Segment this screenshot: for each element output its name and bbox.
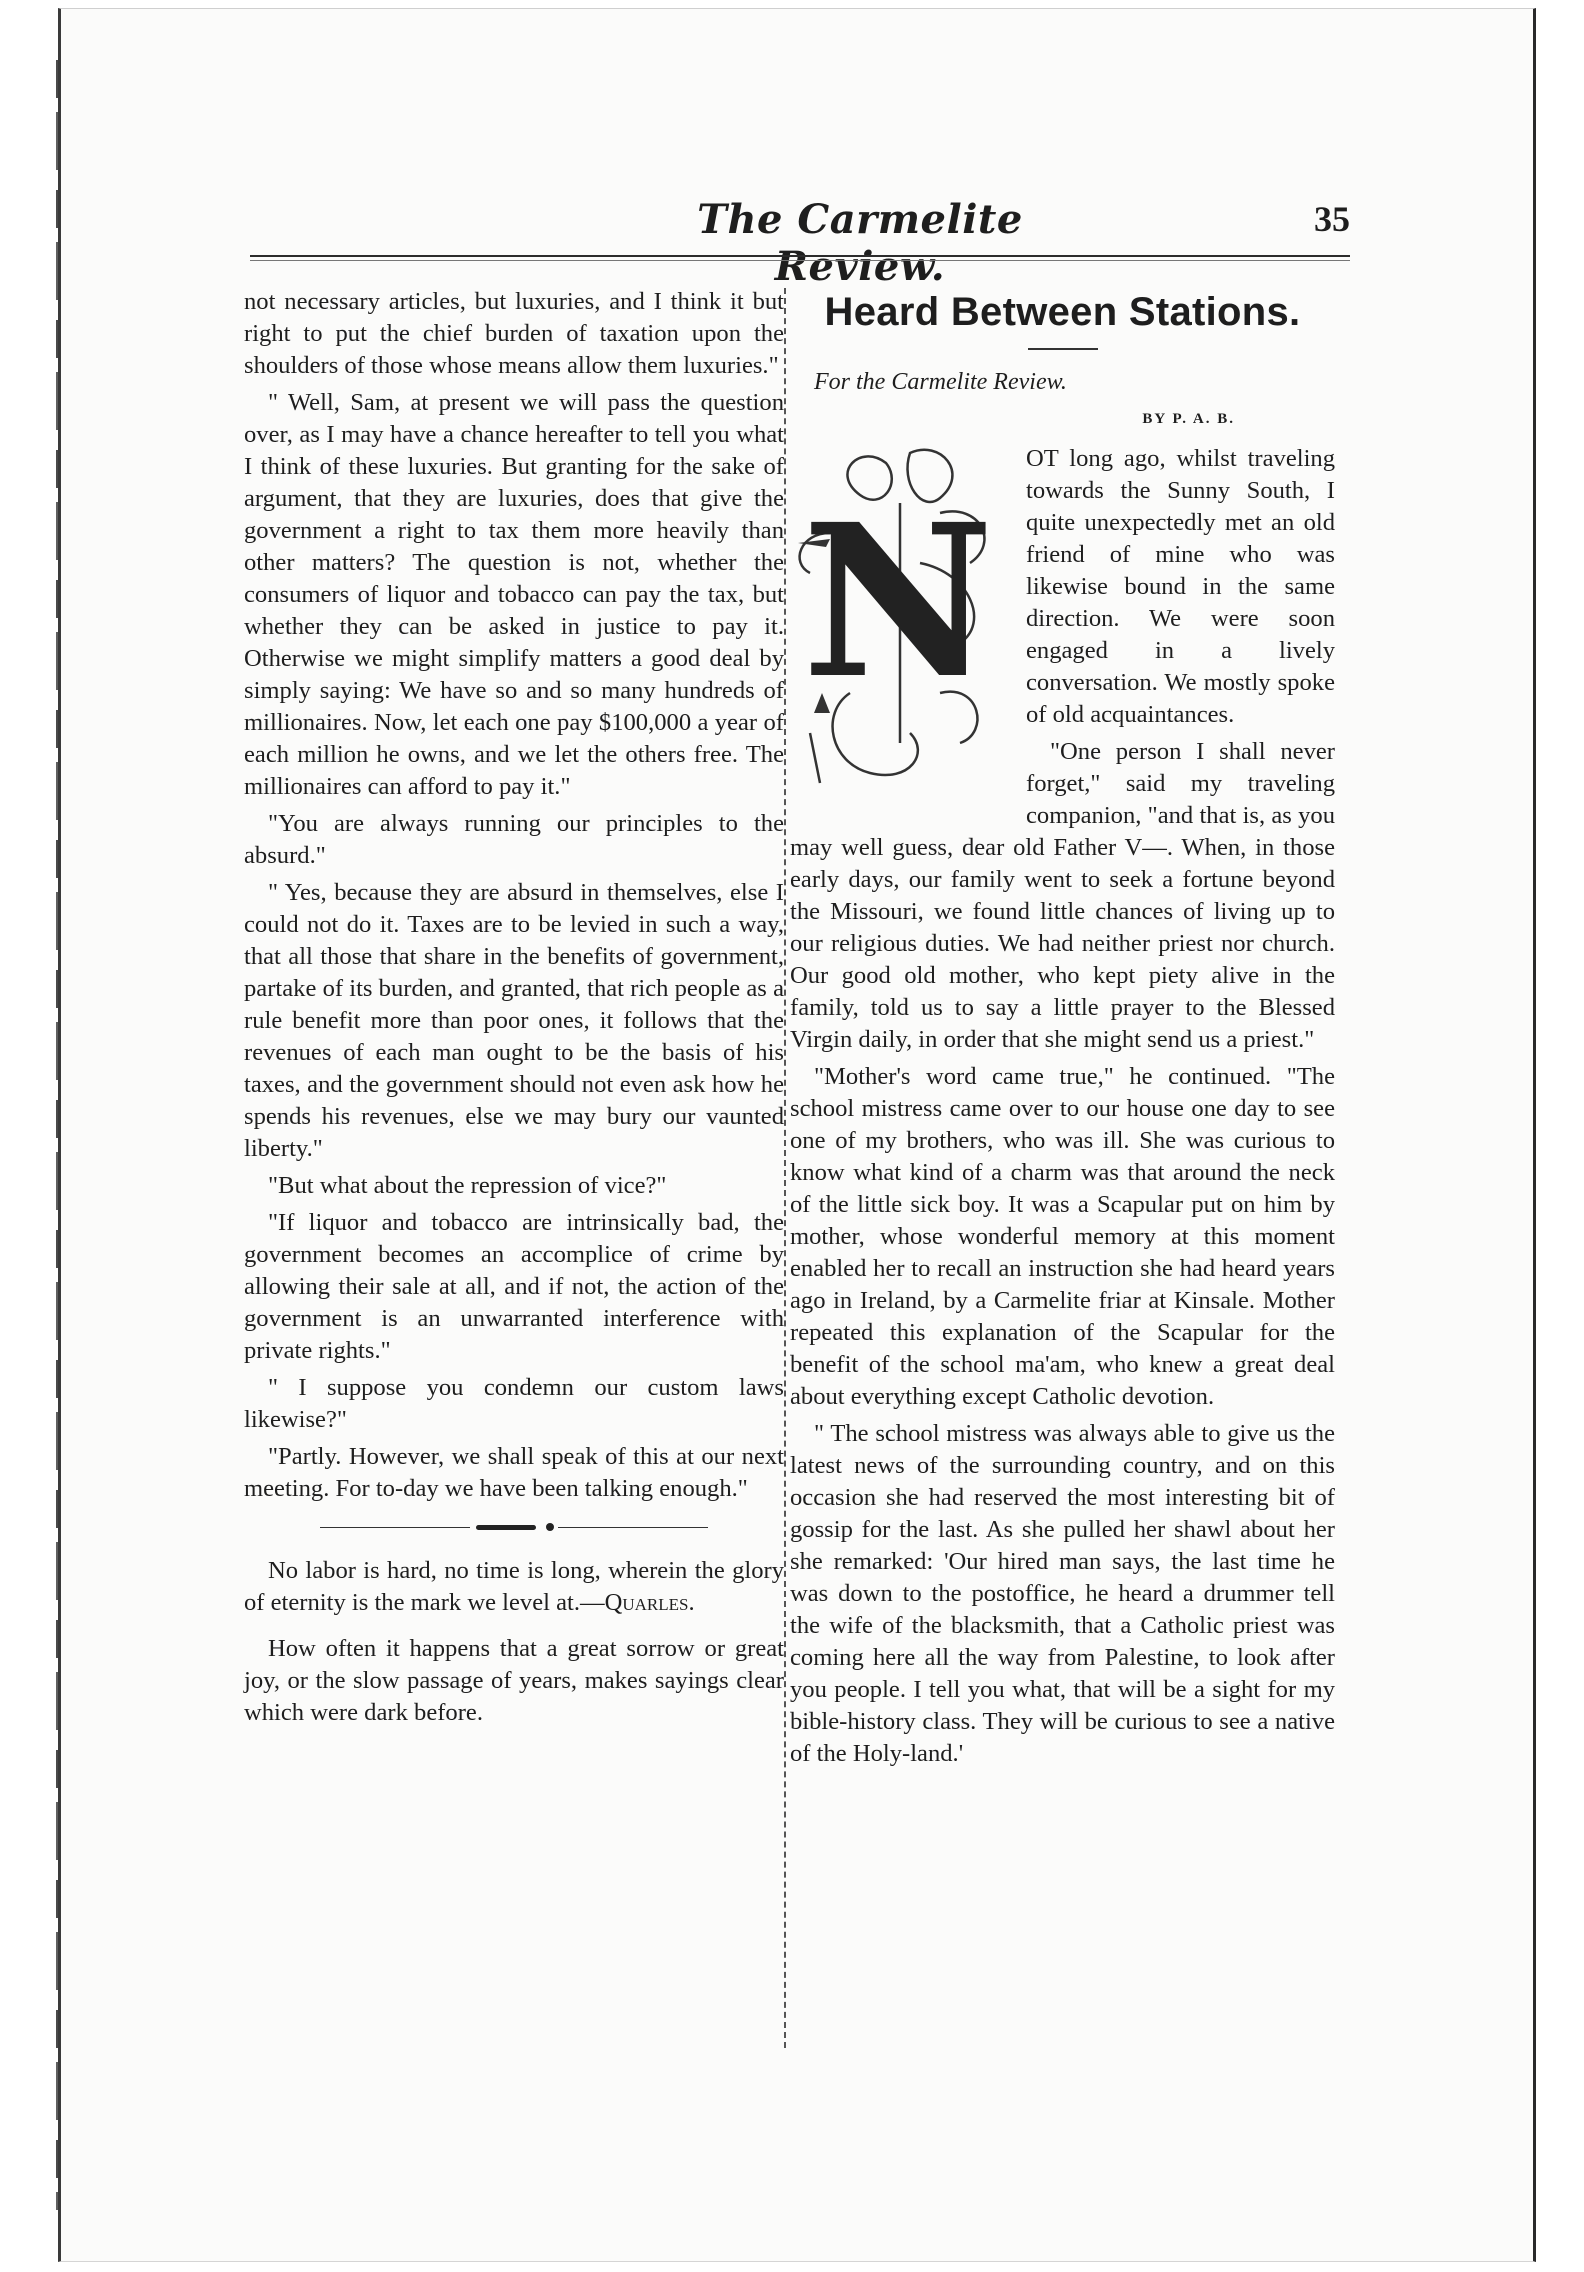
left-column: [244, 286, 784, 1734]
dropcap-ornament: [790, 443, 1018, 799]
left-paragraph-5: "But what about the repression of vice?": [268, 1172, 667, 1199]
left-paragraph-1: not necessary articles, but luxuries, and I think it but right to put the chief burden of taxation upon the shoulders of those whose means allow them luxuries.": [244, 288, 784, 379]
quote-quarles: No labor is hard, no time is long, wherein the glory of eternity is the mark we level at.—Quarles.: [244, 1557, 784, 1616]
byline: BY P. A. B.: [1142, 411, 1235, 427]
left-paragraph-4: " Yes, because they are absurd in themselves, else I could not do it. Taxes are to be levied in such a way, that all those that share in the benefits of government, partake of its burden, and granted, that rich people as a rule benefit more than poor ones, it follows that the revenues of each man ought to be the basis of his taxes, and the government should not even ask how he spends his revenues, else we may bury our vaunted liberty.": [244, 879, 784, 1162]
right-column: [790, 286, 1335, 1775]
right-paragraph-4: " The school mistress was always able to give us the latest news of the surrounding country, and on this occasion she had reserved the most interesting bit of gossip for the last. As she pulled her shawl about her she remarked: 'Our hired man says, the last time he was down to the postoffice, he heard a drummer tell the wife of the blacksmith, that a Catholic priest was coming here all the way from Palestine, to look after you people. I tell you what, that will be a sight for my bible-history class. They will be curious to see a native of the Holy-land.': [790, 1420, 1335, 1767]
left-paragraph-8: "Partly. However, we shall speak of this at our next meeting. For to-day we have been talking enough.": [244, 1443, 784, 1502]
quote-quarles-author: —Quarles.: [580, 1589, 695, 1616]
right-paragraph-1: OT long ago, whilst traveling towards the Sunny South, I quite unexpectedly met an old friend of mine who was likewise bound in the same direction. We were soon engaged in a lively conversation. We mostly spoke of old acquaintances.: [1026, 445, 1335, 728]
running-header: [250, 196, 1350, 290]
for-line: For the Carmelite Review.: [814, 369, 1067, 395]
quote-sorrow: How often it happens that a great sorrow or great joy, or the slow passage of years, makes sayings clear which were dark before.: [244, 1635, 784, 1726]
dropcap-letter: N: [802, 478, 994, 725]
left-paragraph-2: " Well, Sam, at present we will pass the question over, as I may have a chance hereafter to tell you what I think of these luxuries. But granting for the sake of argument, that they are luxuries, does that give the government a right to tax them more heavily than other matters? The question is not, whether the consumers of liquor and tobacco can pay the tax, but whether they can be asked in justice to pay it. Otherwise we might simplify matters a good deal by simply saying: We have so and so many hundreds of millionaires. Now, let each one pay $100,000 a year of each million he owns, and we let the others free. The millionaires can afford to pay it.": [244, 389, 784, 800]
right-paragraph-3: "Mother's word came true," he continued. "The school mistress came over to our house one day to see one of my brothers, who was ill. She was curious to know what kind of a charm was that around the neck of the little sick boy. It was a Scapular put on him by mother, whose wonderful memory at this moment enabled her to recall an instruction she had heard years ago in Ireland, by a Carmelite friar at Kinsale. Mother repeated this explanation of the Scapular for the benefit of the school ma'am, who knew a great deal about everything except Catholic devotion.: [790, 1063, 1335, 1410]
running-title: The Carmelite Review.: [697, 196, 1023, 290]
title-rule: [1028, 348, 1098, 350]
left-paragraph-7: " I suppose you condemn our custom laws likewise?": [244, 1374, 784, 1433]
left-paragraph-3: "You are always running our principles to the absurd.": [244, 810, 784, 869]
header-rule: [250, 255, 1350, 261]
article-title: Heard Between Stations.: [824, 290, 1301, 334]
column-divider: [784, 288, 786, 2048]
page-number: 35: [1314, 199, 1350, 239]
left-paragraph-6: "If liquor and tobacco are intrinsically bad, the government becomes an accomplice of crime by allowing their sale at all, and if not, the action of the government is an unwarranted interference with private rights.": [244, 1209, 784, 1364]
right-paragraph-2: "One person I shall never forget," said my traveling companion, "and that is, as you may well guess, dear old Father V—. When, in those early days, our family went to seek a fortune beyond the Missouri, we found little chances of living up to our religious duties. We had neither priest nor church. Our good old mother, who kept piety alive in the family, told us to say a little prayer to the Blessed Virgin daily, in order that she might send us a priest.": [790, 738, 1335, 1053]
section-ornament: [244, 1515, 784, 1539]
